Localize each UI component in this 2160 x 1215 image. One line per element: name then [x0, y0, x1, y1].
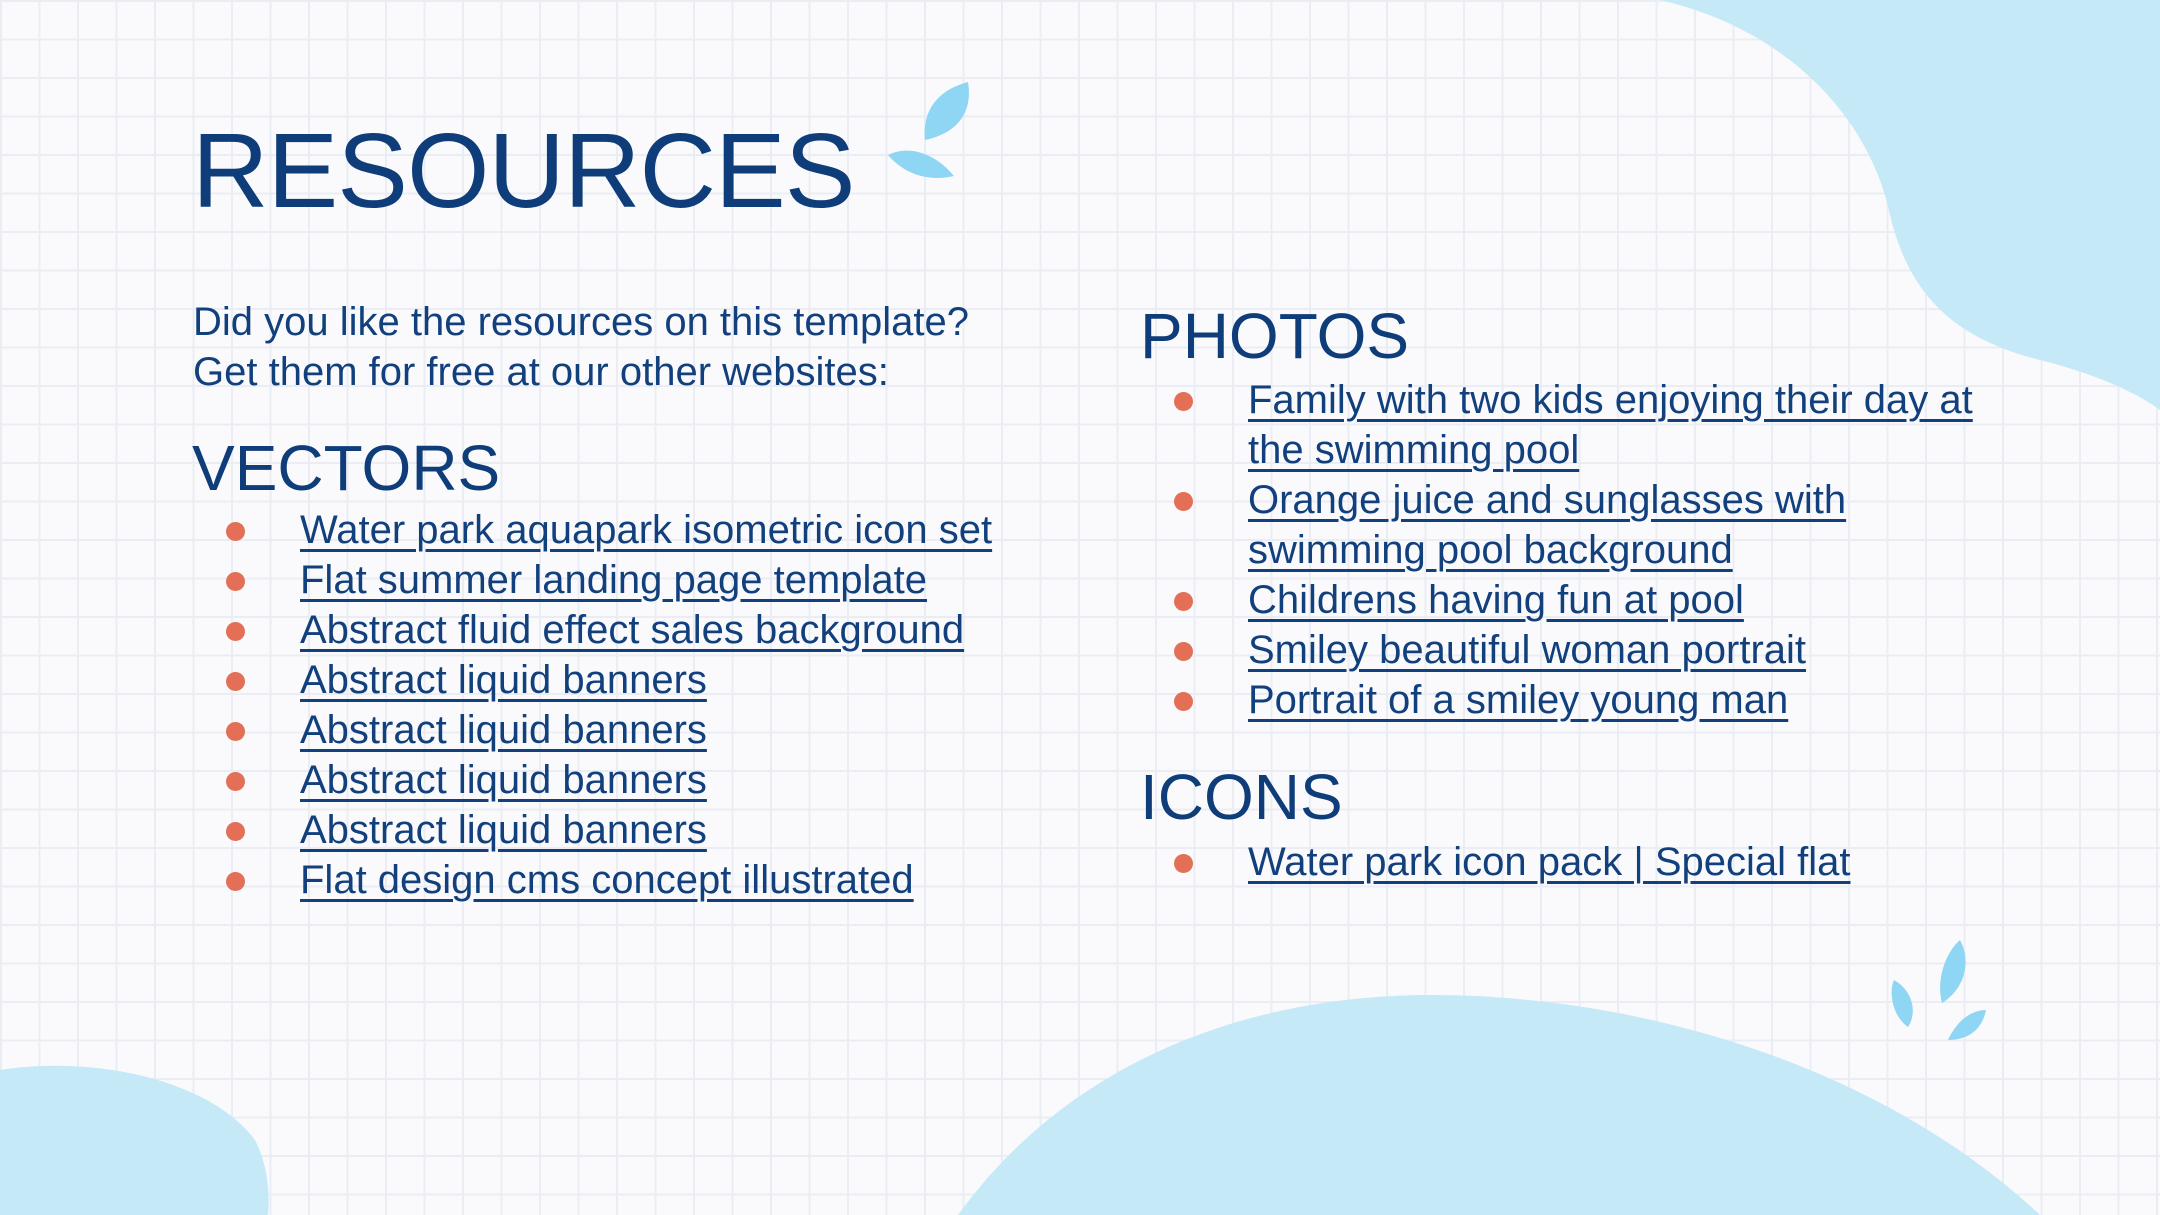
vectors-heading: VECTORS	[192, 432, 501, 504]
bullet-icon	[226, 722, 245, 741]
list-item	[1140, 675, 2020, 725]
top-right-blob	[1660, 0, 2160, 410]
list-item	[1140, 475, 2020, 575]
bullet-icon	[226, 622, 245, 641]
list-item	[192, 655, 1052, 705]
photos-list	[1140, 375, 2020, 725]
bullet-icon	[1174, 492, 1193, 511]
bullet-icon	[1174, 692, 1193, 711]
vector-link[interactable]: Abstract liquid banners	[300, 658, 707, 702]
photo-link[interactable]: Childrens having fun at pool	[1248, 578, 1744, 622]
splash-icon-bottom	[1892, 940, 1986, 1040]
splash-icon-top	[888, 82, 969, 178]
bullet-icon	[226, 522, 245, 541]
bottom-center-blob	[958, 995, 2040, 1215]
bullet-icon	[226, 872, 245, 891]
list-item	[1140, 837, 2020, 887]
photos-heading: PHOTOS	[1140, 300, 1410, 372]
list-item	[192, 705, 1052, 755]
list-item	[1140, 375, 2020, 475]
vector-link[interactable]: Flat design cms concept illustrated	[300, 858, 914, 902]
vector-link[interactable]: Water park aquapark isometric icon set	[300, 508, 993, 552]
vector-link[interactable]: Abstract fluid effect sales background	[300, 608, 965, 652]
intro-text	[193, 297, 1073, 397]
photo-link[interactable]: Portrait of a smiley young man	[1248, 678, 1789, 722]
vectors-list	[192, 505, 1052, 905]
bullet-icon	[1174, 592, 1193, 611]
bullet-icon	[226, 772, 245, 791]
bullet-icon	[1174, 392, 1193, 411]
list-item	[1140, 625, 2020, 675]
bottom-left-blob	[0, 1066, 269, 1215]
list-item	[192, 605, 1052, 655]
icons-heading: ICONS	[1140, 761, 1343, 833]
icons-list	[1140, 837, 2020, 887]
bullet-icon	[1174, 642, 1193, 661]
list-item	[192, 855, 1052, 905]
bullet-icon	[1174, 854, 1193, 873]
bullet-icon	[226, 822, 245, 841]
intro-line-1: Did you like the resources on this template?	[193, 300, 969, 344]
intro-line-2: Get them for free at our other websites:	[193, 350, 889, 394]
list-item	[192, 505, 1052, 555]
list-item	[192, 755, 1052, 805]
list-item	[1140, 575, 2020, 625]
icon-link[interactable]: Water park icon pack | Special flat	[1248, 840, 1851, 884]
vector-link[interactable]: Flat summer landing page template	[300, 558, 927, 602]
page-title: RESOURCES	[192, 112, 855, 230]
list-item	[192, 805, 1052, 855]
vector-link[interactable]: Abstract liquid banners	[300, 758, 707, 802]
vector-link[interactable]: Abstract liquid banners	[300, 808, 707, 852]
photo-link[interactable]: Smiley beautiful woman portrait	[1248, 628, 1807, 672]
bullet-icon	[226, 572, 245, 591]
photo-link[interactable]: Orange juice and sunglasses with swimming pool background	[1248, 478, 1847, 572]
bullet-icon	[226, 672, 245, 691]
list-item	[192, 555, 1052, 605]
vector-link[interactable]: Abstract liquid banners	[300, 708, 707, 752]
photo-link[interactable]: Family with two kids enjoying their day at the swimming pool	[1248, 378, 1973, 472]
